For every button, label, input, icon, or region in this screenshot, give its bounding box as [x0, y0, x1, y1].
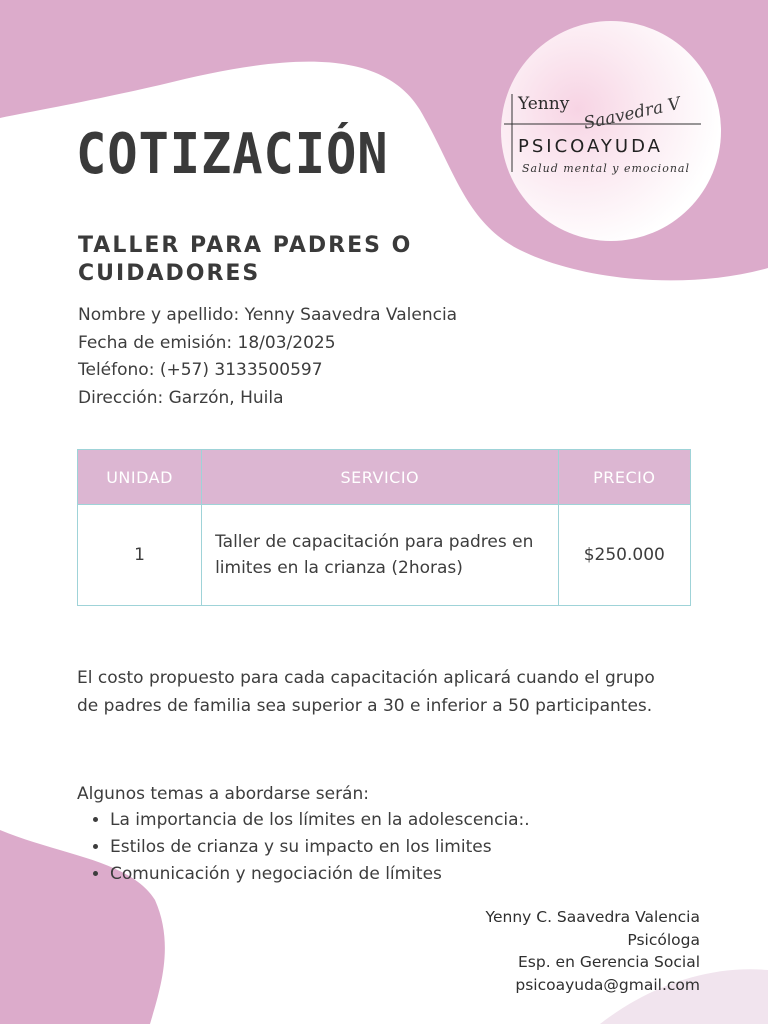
signature-block: [486, 906, 700, 996]
info-fecha: Fecha de emisión: 18/03/2025: [78, 332, 336, 353]
logo-brand: PSICOAYUDA: [518, 136, 663, 157]
signature-role: Psicóloga: [627, 930, 700, 949]
client-info: [78, 302, 457, 412]
cell-unidad: 1: [78, 505, 202, 606]
logo-lines: [496, 22, 726, 240]
logo-script-name: Saavedra V: [581, 93, 683, 134]
header-servicio: SERVICIO: [202, 450, 558, 505]
header-precio: PRECIO: [558, 450, 690, 505]
document-title: COTIZACIÓN: [76, 122, 389, 187]
list-item: • La importancia de los límites en la adolescencia:.: [110, 807, 530, 834]
topics-list: [77, 807, 530, 888]
conditions-paragraph: El costo propuesto para cada capacitación aplicará cuando el grupo de padres de familia sea superior a 30 e inferior a 50 participantes.: [77, 668, 655, 716]
logo: [496, 22, 726, 240]
signature-specialty: Esp. en Gerencia Social: [518, 953, 700, 971]
quote-table: [77, 449, 691, 606]
list-item: • Estilos de crianza y su impacto en los limites: [110, 834, 530, 861]
logo-tagline: Salud mental y emocional: [522, 162, 690, 175]
cell-servicio: Taller de capacitación para padres en limites en la crianza (2horas): [202, 505, 558, 606]
signature-name: Yenny C. Saavedra Valencia: [485, 908, 700, 926]
info-direccion: Dirección: Garzón, Huila: [78, 387, 284, 408]
cell-precio: $250.000: [558, 505, 690, 606]
table-header-row: [78, 450, 691, 505]
signature-email: psicoayuda@gmail.com: [515, 975, 700, 994]
info-telefono: Teléfono: (+57) 3133500597: [78, 360, 323, 380]
table-row: [78, 505, 691, 606]
document-subtitle: TALLER PARA PADRES O CUIDADORES: [78, 233, 413, 286]
info-nombre: Nombre y apellido: Yenny Saavedra Valencia: [78, 305, 458, 325]
topics-intro: Algunos temas a abordarse serán:: [77, 784, 369, 804]
header-unidad: UNIDAD: [78, 450, 202, 505]
logo-name: Yenny: [518, 94, 570, 114]
list-item: • Comunicación y negociación de límites: [110, 861, 530, 888]
